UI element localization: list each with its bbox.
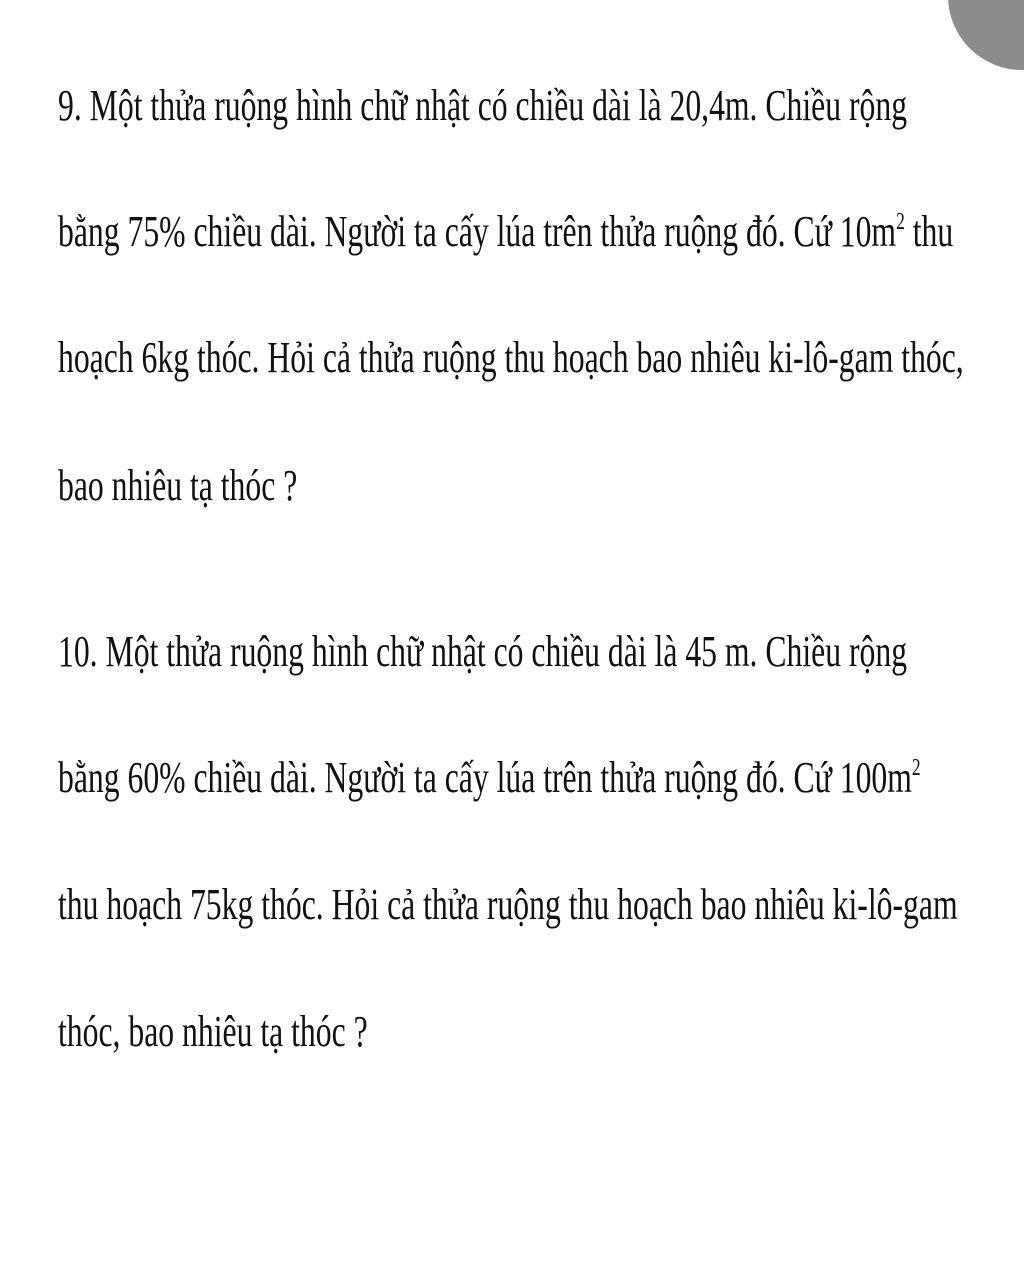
corner-circle-overlay [948,0,1024,70]
problem-10-line-2: bằng 60% chiều dài. Người ta cấy lúa trên thửa ruộng đó. Cứ $100m^2$ [58,753,921,802]
problem-9-line-4: bao nhiêu tạ thóc ? [58,461,298,510]
problem-10-line-3: thu hoạch 75kg thóc. Hỏi cả thửa ruộng thu hoạch bao nhiêu ki-lô-gam [58,880,958,929]
problem-10-line-4: thóc, bao nhiêu tạ thóc ? [58,1007,368,1056]
problem-9-line-1: 9. Một thửa ruộng hình chữ nhật có chiều dài là 20,4m. Chiều rộng [58,81,908,130]
superscript-2: 2 [896,208,905,236]
problem-9-line-3: hoạch 6kg thóc. Hỏi cả thửa ruộng thu hoạch bao nhiêu ki-lô-gam thóc, [58,333,964,382]
problem-10-line-1: 10. Một thửa ruộng hình chữ nhật có chiều dài là 45 m. Chiều rộng [58,627,908,676]
superscript-2: 2 [911,754,921,782]
problem-9-line-2: bằng 75% chiều dài. Người ta cấy lúa trên thửa ruộng đó. Cứ $10m^2$ thu [58,207,954,256]
